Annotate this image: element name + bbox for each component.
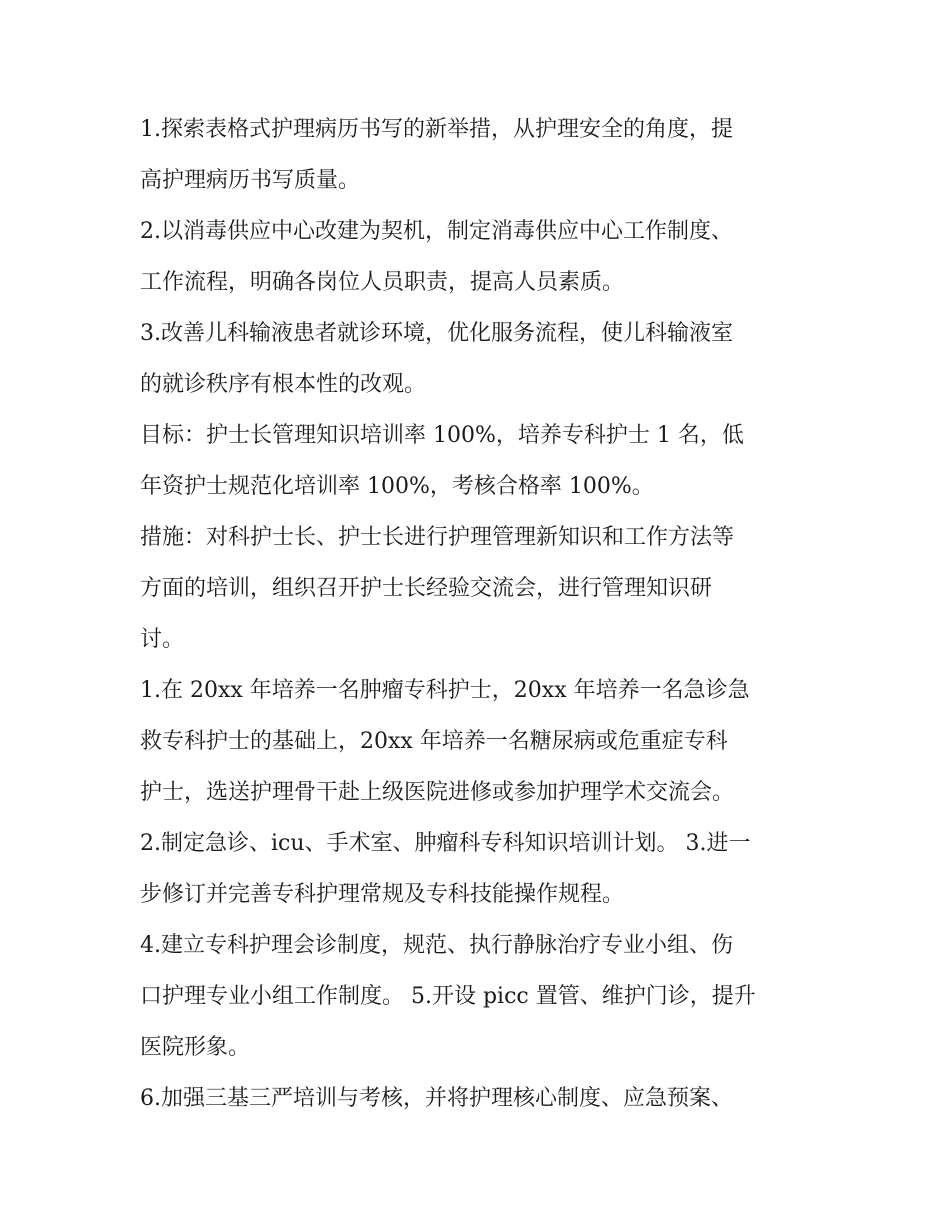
text-line: 目标：护士长管理知识培训率 100%，培养专科护士 1 名，低: [140, 423, 744, 448]
text-line: 6.加强三基三严培训与考核，并将护理核心制度、应急预案、: [140, 1086, 733, 1111]
text-line: 的就诊秩序有根本性的改观。: [140, 372, 427, 397]
text-line: 工作流程，明确各岗位人员职责，提高人员素质。: [140, 270, 625, 295]
text-line: 1.探索表格式护理病历书写的新举措，从护理安全的角度，提: [140, 117, 733, 142]
text-line: 1.在 20xx 年培养一名肿瘤专科护士，20xx 年培养一名急诊急: [140, 678, 750, 703]
text-line: 口护理专业小组工作制度。 5.开设 picc 置管、维护门诊，提升: [140, 984, 756, 1009]
text-line: 3.改善儿科输液患者就诊环境，优化服务流程，使儿科输液室: [140, 321, 733, 346]
document-body: [140, 104, 812, 1124]
text-line: 救专科护士的基础上，20xx 年培养一名糖尿病或危重症专科: [140, 729, 728, 754]
text-line: 高护理病历书写质量。: [140, 168, 361, 193]
text-line: 措施：对科护士长、护士长进行护理管理新知识和工作方法等: [140, 525, 735, 550]
text-line: 年资护士规范化培训率 100%，考核合格率 100%。: [140, 474, 654, 499]
text-line: 4.建立专科护理会诊制度，规范、执行静脉治疗专业小组、伤: [140, 933, 733, 958]
text-line: 方面的培训，组织召开护士长经验交流会，进行管理知识研: [140, 576, 713, 601]
text-line: 医院形象。: [140, 1035, 251, 1060]
text-line: 2.以消毒供应中心改建为契机，制定消毒供应中心工作制度、: [140, 219, 733, 244]
text-line: 护士，选送护理骨干赴上级医院进修或参加护理学术交流会。: [140, 780, 735, 805]
text-line: 步修订并完善专科护理常规及专科技能操作规程。: [140, 882, 625, 907]
text-line: 讨。: [140, 627, 185, 652]
text-line: 2.制定急诊、icu、手术室、肿瘤科专科知识培训计划。 3.进一: [140, 831, 751, 856]
